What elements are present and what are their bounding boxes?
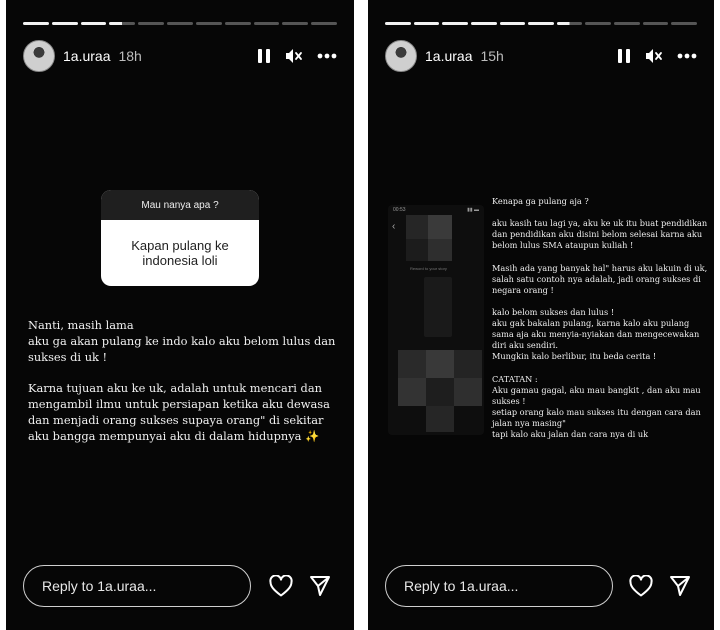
pixelated-block [454,350,482,378]
progress-segment [167,22,193,25]
heart-icon[interactable] [269,575,293,597]
progress-segment [643,22,669,25]
mute-icon[interactable] [645,48,663,64]
progress-segment [671,22,697,25]
pixelated-block [428,239,452,261]
pause-icon[interactable] [257,48,271,64]
progress-segment [23,22,49,25]
username[interactable]: 1a.uraa [63,48,111,64]
pixelated-block [398,350,426,378]
phone-status-time: 00:53 [393,207,406,213]
progress-segment [385,22,411,25]
question-prompt: Mau nanya apa ? [101,190,259,220]
progress-segment [196,22,222,25]
story-header [23,39,337,73]
progress-segment [585,22,611,25]
story-footer [23,564,337,608]
story-panel-left [6,0,354,630]
progress-segment [442,22,468,25]
progress-segment [414,22,440,25]
progress-segment [52,22,78,25]
chevron-left-icon: ‹ [392,221,396,232]
pixelated-block [454,378,482,406]
heart-icon[interactable] [629,575,653,597]
progress-segment [311,22,337,25]
avatar[interactable] [23,40,55,72]
reply-input[interactable] [385,565,613,607]
phone-thumbnail [424,277,452,337]
progress-segment [614,22,640,25]
pixelated-block [428,215,452,239]
question-text: Kapan pulang ke indonesia loli [131,238,229,268]
progress-segment [254,22,280,25]
story-panel-right [368,0,714,630]
progress-segment [225,22,251,25]
story-text: Nanti, masih lama aku ga akan pulang ke indo kalo aku belom lulus dan sukses di uk ! Karna tujuan aku ke uk, adalah untuk mencari dan mengambil ilmu untuk persiapan ketika aku dewasa dan menjadi orang sukses supaya orang" di sekitar aku bangga mempunyai aku di dalam hidupnya ✨ [28,318,336,443]
send-icon[interactable] [669,575,691,597]
question-sticker[interactable] [101,190,259,286]
pause-icon[interactable] [617,48,631,64]
story-text: Kenapa ga pulang aja ? aku kasih tau lagi ya, aku ke uk itu buat pendidikan dan pendidikan aku disini belom selesai karna aku belom lulus SMA ataupun kuliah ! Masih ada yang banyak hal" harus aku lakuin di uk, salah satu contoh nya adalah, jadi orang sukses di negara orang ! kalo belom sukses dan lulus ! aku gak bakalan pulang, karna kalo aku pulang sama aja aku menyia-nyiakan dan mengecewakan diri aku sendiri. Mungkin kalo berlibur, itu beda cerita ! CATATAN : Aku gamau gagal, aku mau bangkit , dan aku mau sukses ! setiap orang kalo mau sukses itu dengan cara dan jalan nya masing" tapi kalo aku jalan dan cara nya di uk [492,196,708,439]
progress-segment [109,22,135,25]
pixelated-block [426,406,454,432]
story-timestamp: 15h [480,48,504,64]
progress-segment [557,22,583,25]
more-icon[interactable] [677,53,697,59]
pixelated-block [426,378,454,406]
progress-segment [471,22,497,25]
story-timestamp: 18h [118,48,142,64]
pixelated-block [426,350,454,378]
avatar[interactable] [385,40,417,72]
progress-segment [81,22,107,25]
send-icon[interactable] [309,575,331,597]
phone-label: Reword to your story [410,266,447,271]
story-progress-bar [385,22,697,25]
progress-segment [500,22,526,25]
story-progress-bar [23,22,337,25]
pixelated-block [406,215,428,239]
reply-input[interactable] [23,565,251,607]
pixelated-block [406,239,428,261]
progress-segment [528,22,554,25]
story-footer [385,564,697,608]
phone-status-icons: ▮▮ ▬ [467,207,479,213]
progress-segment [282,22,308,25]
phone-screenshot-image [388,205,484,435]
more-icon[interactable] [317,53,337,59]
username[interactable]: 1a.uraa [425,48,473,64]
mute-icon[interactable] [285,48,303,64]
pixelated-block [398,378,426,406]
progress-segment [138,22,164,25]
story-header [385,39,697,73]
